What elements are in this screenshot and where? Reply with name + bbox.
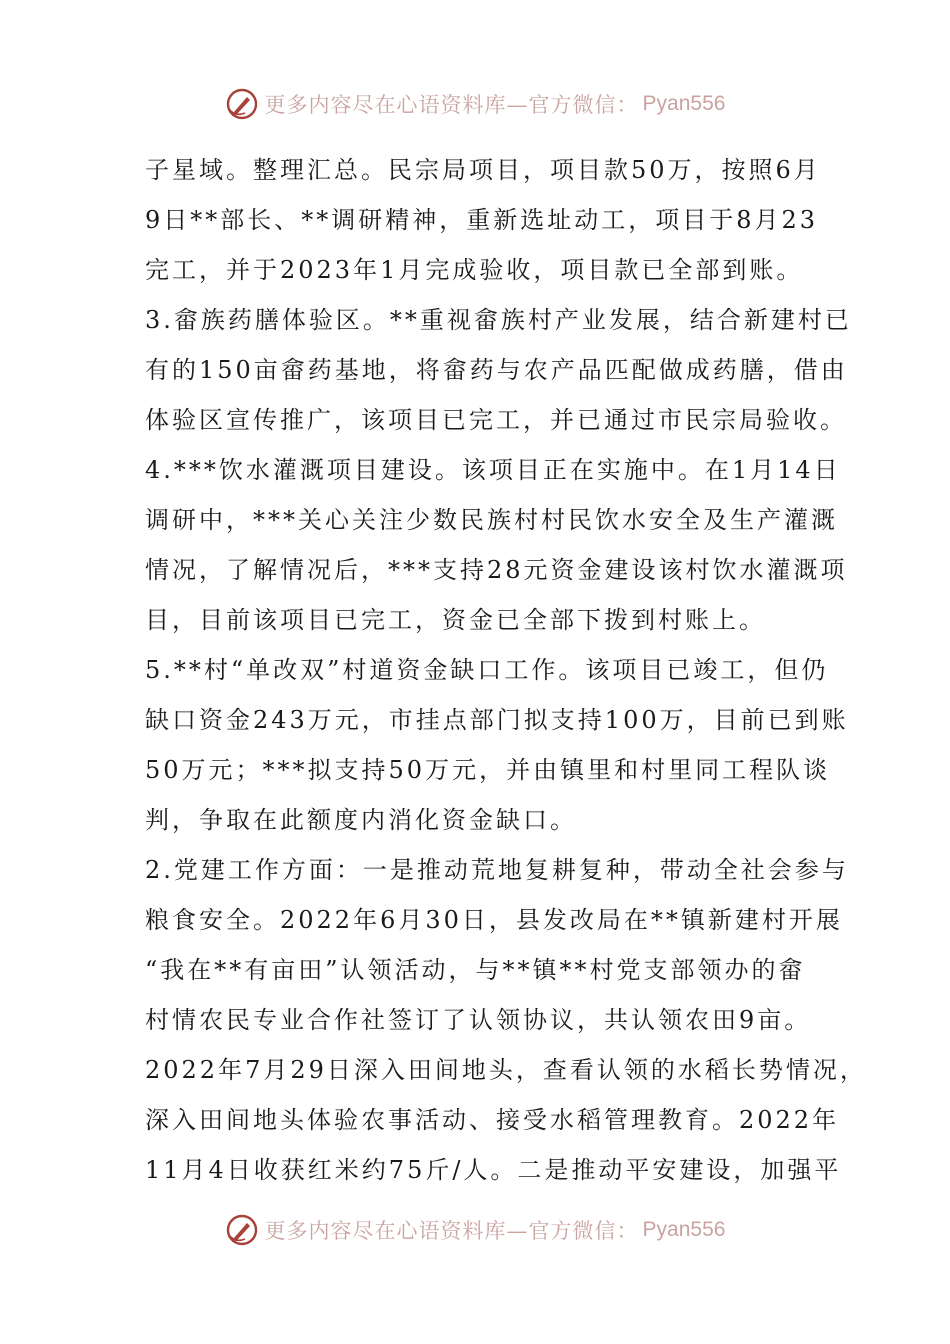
text-line: 情况，了解情况后，***支持28元资金建设该村饮水灌溉项 [145, 556, 848, 584]
text-line: 调研中，***关心关注少数民族村村民饮水安全及生产灌溉 [145, 506, 838, 534]
text-line: “我在**有亩田”认领活动，与**镇**村党支部领办的畲 [145, 956, 806, 984]
text-line: 完工，并于2023年1月完成验收，项目款已全部到账。 [145, 256, 804, 284]
header-banner-text: 更多内容尽在心语资料库—官方微信： [264, 93, 639, 117]
text-line: 2.党建工作方面：一是推动荒地复耕复种，带动全社会参与 [145, 856, 849, 884]
text-line: 子星域。整理汇总。民宗局项目，项目款50万，按照6月 [145, 156, 821, 184]
text-line: 村情农民专业合作社签订了认领协议，共认领农田9亩。 [145, 1006, 812, 1034]
text-line: 有的150亩畲药基地，将畲药与农产品匹配做成药膳，借由 [145, 356, 848, 384]
text-line: 2022年7月29日深入田间地头，查看认领的水稻长势情况， [145, 1056, 867, 1084]
text-line: 缺口资金243万元，市挂点部门拟支持100万，目前已到账 [145, 706, 849, 734]
header-wechat-handle: Pyan556 [642, 92, 726, 115]
footer-banner-text: 更多内容尽在心语资料库—官方微信： [264, 1219, 639, 1243]
header-banner [0, 84, 950, 124]
text-line: 4.***饮水灌溉项目建设。该项目正在实施中。在1月14日 [145, 456, 841, 484]
pen-logo-icon [225, 87, 259, 121]
footer-banner [0, 1210, 950, 1250]
footer-wechat-handle: Pyan556 [642, 1218, 726, 1241]
text-line: 判，争取在此额度内消化资金缺口。 [145, 806, 577, 834]
document-body [145, 150, 867, 1200]
text-line: 粮食安全。2022年6月30日，县发改局在**镇新建村开展 [145, 906, 843, 934]
text-line: 3.畲族药膳体验区。**重视畲族村产业发展，结合新建村已 [145, 306, 852, 334]
pen-logo-icon [225, 1213, 259, 1247]
text-line: 体验区宣传推广，该项目已完工，并已通过市民宗局验收。 [145, 406, 847, 434]
text-line: 深入田间地头体验农事活动、接受水稻管理教育。2022年 [145, 1106, 840, 1134]
text-line: 5.**村“单改双”村道资金缺口工作。该项目已竣工，但仍 [145, 656, 829, 684]
text-line: 11月4日收获红米约75斤/人。二是推动平安建设，加强平 [145, 1156, 842, 1184]
text-line: 9日**部长、**调研精神，重新选址动工，项目于8月23 [145, 206, 819, 234]
text-line: 目，目前该项目已完工，资金已全部下拨到村账上。 [145, 606, 766, 634]
text-line: 50万元；***拟支持50万元，并由镇里和村里同工程队谈 [145, 756, 831, 784]
